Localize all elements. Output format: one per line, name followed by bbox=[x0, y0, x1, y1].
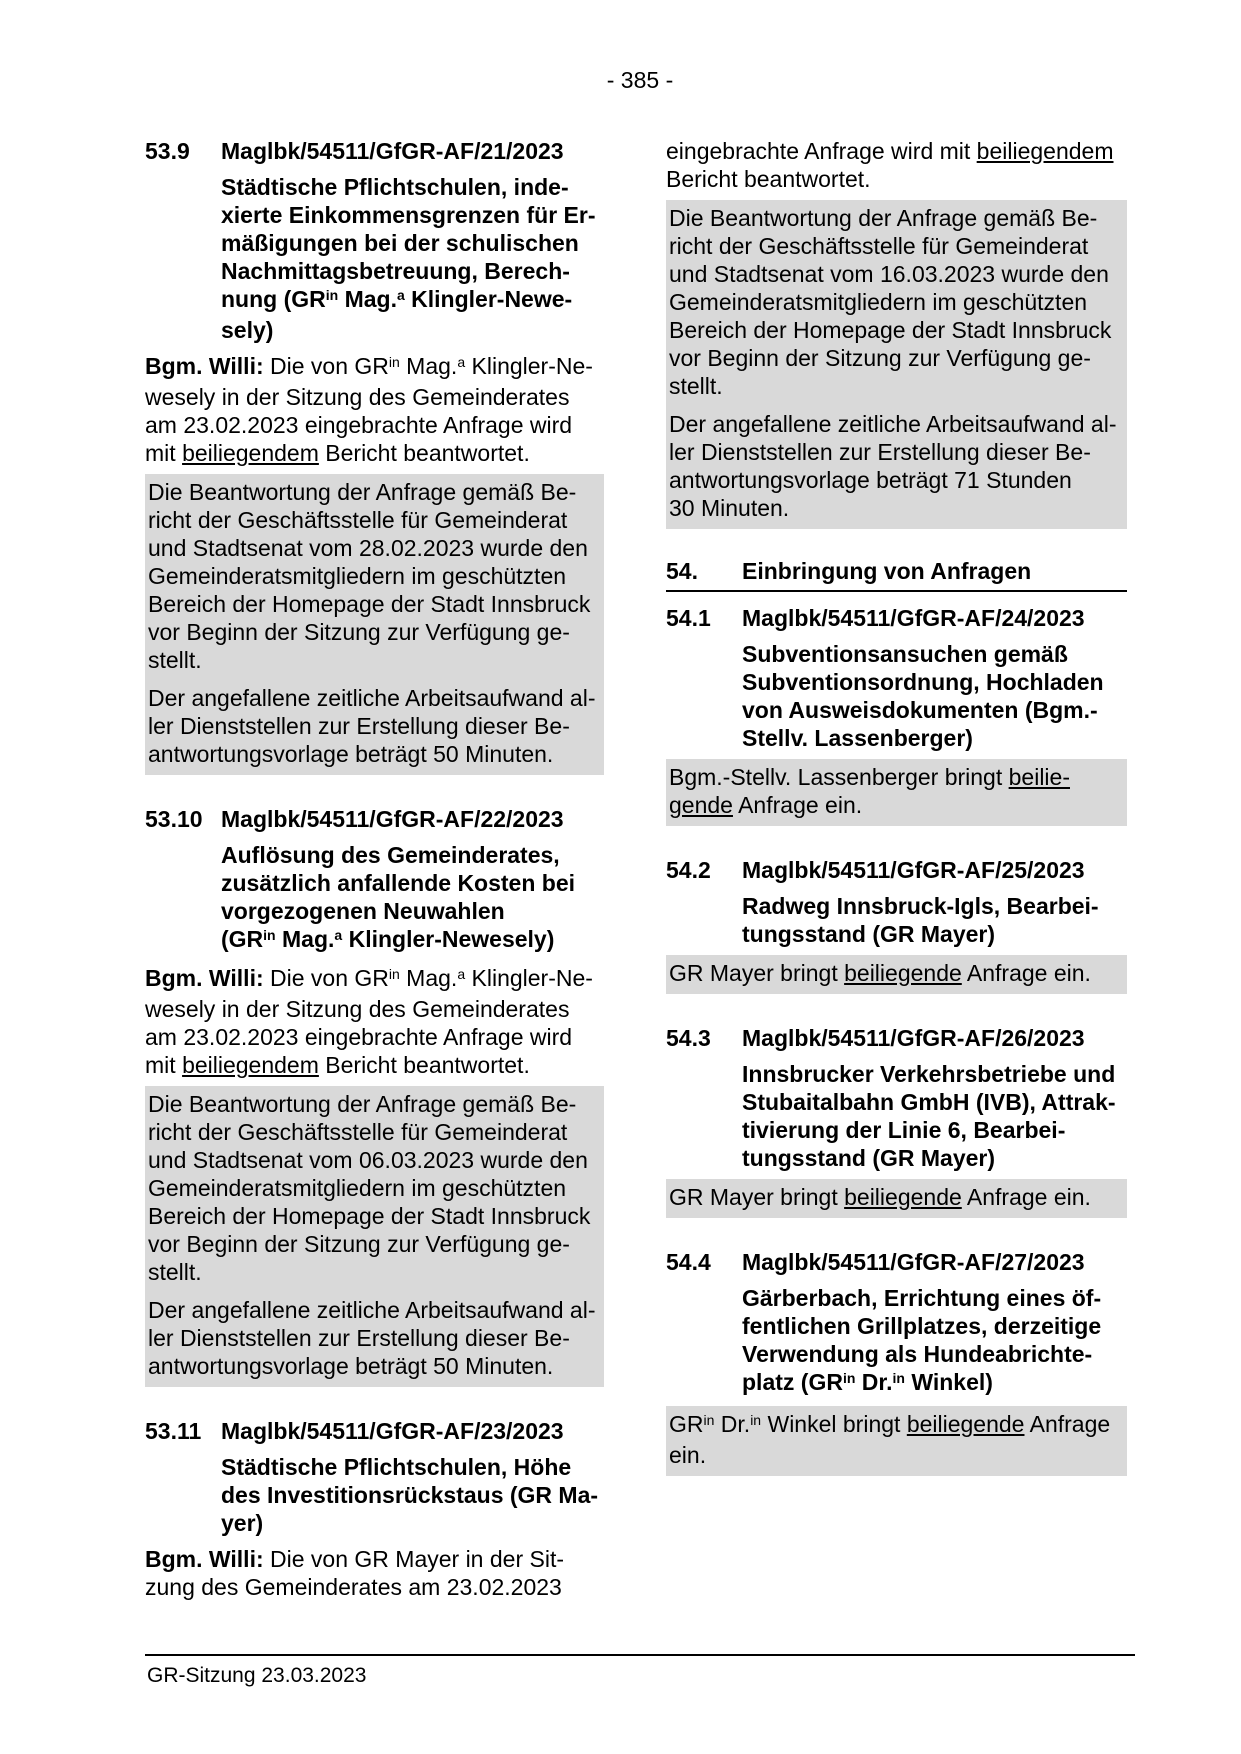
text-run: stellt. bbox=[148, 1259, 202, 1285]
agenda-item-header bbox=[666, 856, 1127, 884]
text-run: Bereich der Homepage der Stadt Innsbruck bbox=[669, 317, 1112, 343]
answer-paragraph bbox=[669, 410, 1123, 522]
item-number: 54.4 bbox=[666, 1249, 711, 1275]
text-run: eingebrachte Anfrage wird mit bbox=[666, 138, 977, 164]
agenda-item-header bbox=[145, 805, 604, 833]
item-title bbox=[221, 1453, 604, 1537]
text-run: Anfrage ein. bbox=[961, 960, 1091, 986]
text-run: Der angefallene zeitliche Arbeitsaufwand al- bbox=[669, 411, 1117, 437]
text-run: Mag. bbox=[399, 353, 458, 379]
section-title: Einbringung von Anfragen bbox=[742, 558, 1032, 584]
item-title bbox=[742, 640, 1127, 752]
answer-paragraph bbox=[669, 1410, 1123, 1469]
text-run: am 23.02.2023 eingebrachte Anfrage wird bbox=[145, 412, 573, 438]
attachment-link[interactable]: beiliegende bbox=[844, 1184, 962, 1210]
answer-paragraph bbox=[669, 763, 1123, 819]
attachment-link[interactable]: beiliegende bbox=[844, 960, 962, 986]
text-run: yer) bbox=[221, 1510, 264, 1536]
superscript-text: in bbox=[750, 1412, 762, 1428]
item-reference: Maglbk/54511/GfGR-AF/24/2023 bbox=[742, 605, 1085, 631]
text-run: Bgm. Willi: bbox=[145, 1546, 264, 1572]
answer-highlight-block bbox=[666, 1406, 1127, 1476]
text-run: Gärberbach, Errichtung eines öf- bbox=[742, 1285, 1102, 1311]
answer-paragraph bbox=[669, 959, 1123, 987]
text-run: tivierung der Linie 6, Bearbei- bbox=[742, 1117, 1066, 1143]
text-run: mit bbox=[145, 440, 183, 466]
answer-paragraph bbox=[148, 684, 600, 768]
text-run: Anfrage ein. bbox=[732, 792, 863, 818]
superscript-text: a bbox=[396, 287, 405, 303]
answer-paragraph bbox=[148, 1296, 600, 1380]
text-run: Radweg Innsbruck-Igls, Bearbei- bbox=[742, 893, 1099, 919]
text-run: ler Dienststellen zur Erstellung dieser Be- bbox=[148, 713, 570, 739]
agenda-item-header bbox=[145, 137, 604, 165]
superscript-text: a bbox=[457, 354, 466, 370]
answer-highlight-block bbox=[145, 1086, 604, 1387]
item-title bbox=[221, 841, 604, 956]
text-run: Anfrage ein. bbox=[961, 1184, 1091, 1210]
item-number: 53.10 bbox=[145, 806, 203, 832]
item-reference: Maglbk/54511/GfGR-AF/22/2023 bbox=[221, 806, 564, 832]
item-reference: Maglbk/54511/GfGR-AF/26/2023 bbox=[742, 1025, 1085, 1051]
superscript-text: in bbox=[325, 287, 339, 303]
text-run: Dr. bbox=[714, 1411, 751, 1437]
superscript-text: in bbox=[388, 354, 400, 370]
footer-divider bbox=[145, 1654, 1135, 1656]
text-run: tungsstand (GR Mayer) bbox=[742, 921, 996, 947]
text-run: Nachmittagsbetreuung, Berech- bbox=[221, 258, 570, 284]
text-run: Klingler-Ne- bbox=[465, 353, 593, 379]
superscript-text: in bbox=[263, 927, 276, 943]
item-reference: Maglbk/54511/GfGR-AF/23/2023 bbox=[221, 1418, 564, 1444]
answer-paragraph bbox=[148, 478, 600, 674]
answer-highlight-block bbox=[666, 1179, 1127, 1218]
item-title bbox=[742, 892, 1127, 948]
text-run: Bgm. Willi: bbox=[145, 353, 264, 379]
text-run: stellt. bbox=[669, 373, 723, 399]
agenda-item-header bbox=[666, 1024, 1127, 1052]
text-run: Klingler-Newe- bbox=[404, 286, 573, 312]
body-paragraph bbox=[145, 352, 604, 467]
item-reference: Maglbk/54511/GfGR-AF/25/2023 bbox=[742, 857, 1085, 883]
text-run: Stubaitalbahn GmbH (IVB), Attrak- bbox=[742, 1089, 1116, 1115]
text-run: Anfrage bbox=[1024, 1411, 1111, 1437]
answer-paragraph bbox=[669, 204, 1123, 400]
text-run: und Stadtsenat vom 16.03.2023 wurde den bbox=[669, 261, 1109, 287]
text-run: am 23.02.2023 eingebrachte Anfrage wird bbox=[145, 1024, 573, 1050]
superscript-text: in bbox=[892, 1370, 905, 1386]
item-number: 53.11 bbox=[145, 1418, 202, 1444]
body-paragraph bbox=[145, 964, 604, 1079]
text-run: ein. bbox=[669, 1442, 707, 1468]
superscript-text: in bbox=[388, 966, 400, 982]
agenda-item-header bbox=[666, 604, 1127, 632]
answer-highlight-block bbox=[666, 955, 1127, 994]
text-run: vor Beginn der Sitzung zur Verfügung ge- bbox=[669, 345, 1091, 371]
answer-highlight-block bbox=[145, 474, 604, 775]
text-run: und Stadtsenat vom 28.02.2023 wurde den bbox=[148, 535, 588, 561]
item-number: 54.1 bbox=[666, 605, 711, 631]
superscript-text: a bbox=[334, 927, 343, 943]
item-reference: Maglbk/54511/GfGR-AF/27/2023 bbox=[742, 1249, 1085, 1275]
text-run: sely) bbox=[221, 317, 274, 343]
text-run: wesely in der Sitzung des Gemeinderates bbox=[145, 384, 570, 410]
text-run: und Stadtsenat vom 06.03.2023 wurde den bbox=[148, 1147, 588, 1173]
text-run: Die von GR bbox=[263, 353, 389, 379]
superscript-text: in bbox=[842, 1370, 856, 1386]
text-run: Dr. bbox=[855, 1369, 893, 1395]
text-run: Gemeinderatsmitgliedern im geschützten bbox=[669, 289, 1088, 315]
agenda-item-header bbox=[666, 1248, 1127, 1276]
text-run: mit bbox=[145, 1052, 183, 1078]
text-run: 30 Minuten. bbox=[669, 495, 790, 521]
text-run: GR Mayer bringt bbox=[669, 960, 845, 986]
text-run: Bericht beantwortet. bbox=[318, 440, 530, 466]
text-run: Mag. bbox=[338, 286, 397, 312]
superscript-text: a bbox=[457, 966, 466, 982]
text-run: zusätzlich anfallende Kosten bei bbox=[221, 870, 576, 896]
attachment-link[interactable]: beiliegendem bbox=[976, 138, 1114, 164]
item-title bbox=[742, 1060, 1127, 1172]
answer-paragraph bbox=[669, 1183, 1123, 1211]
text-run: Bericht beantwortet. bbox=[666, 166, 871, 192]
answer-paragraph bbox=[148, 1090, 600, 1286]
item-number: 54.3 bbox=[666, 1025, 711, 1051]
item-reference: Maglbk/54511/GfGR-AF/21/2023 bbox=[221, 138, 564, 164]
text-run: Städtische Pflichtschulen, inde- bbox=[221, 174, 569, 200]
text-run: ler Dienststellen zur Erstellung dieser Be- bbox=[669, 439, 1091, 465]
text-run: fentlichen Grillplatzes, derzeitige bbox=[742, 1313, 1102, 1339]
body-paragraph bbox=[666, 137, 1127, 193]
right-column bbox=[666, 137, 1127, 1476]
text-run: antwortungsvorlage beträgt 50 Minuten. bbox=[148, 1353, 554, 1379]
text-run: Mag. bbox=[399, 965, 458, 991]
text-run: Die von GR bbox=[263, 965, 389, 991]
text-run: Stellv. Lassenberger) bbox=[742, 725, 973, 751]
page-number: - 385 - bbox=[606, 67, 674, 93]
text-run: Der angefallene zeitliche Arbeitsaufwand al- bbox=[148, 685, 596, 711]
text-run: von Ausweisdokumenten (Bgm.- bbox=[742, 697, 1098, 723]
text-run: Winkel) bbox=[904, 1369, 993, 1395]
text-run: antwortungsvorlage beträgt 71 Stunden bbox=[669, 467, 1072, 493]
section-header bbox=[666, 557, 1127, 592]
text-run: vor Beginn der Sitzung zur Verfügung ge- bbox=[148, 1231, 570, 1257]
text-run: richt der Geschäftsstelle für Gemeinderat bbox=[148, 1119, 568, 1145]
text-run: Die Beantwortung der Anfrage gemäß Be- bbox=[669, 205, 1098, 231]
item-number: 53.9 bbox=[145, 138, 190, 164]
text-run: richt der Geschäftsstelle für Gemeinderat bbox=[669, 233, 1089, 259]
answer-highlight-block bbox=[666, 200, 1127, 529]
attachment-link[interactable]: beiliegende bbox=[906, 1411, 1025, 1437]
body-paragraph bbox=[145, 1545, 604, 1601]
text-run: Klingler-Newesely) bbox=[342, 926, 555, 952]
text-run: Gemeinderatsmitgliedern im geschützten bbox=[148, 563, 567, 589]
text-run: Innsbrucker Verkehrsbetriebe und bbox=[742, 1061, 1116, 1087]
text-run: ler Dienststellen zur Erstellung dieser Be- bbox=[148, 1325, 570, 1351]
text-run: wesely in der Sitzung des Gemeinderates bbox=[145, 996, 570, 1022]
text-run: Auflösung des Gemeinderates, bbox=[221, 842, 560, 868]
text-run: Subventionsordnung, Hochladen bbox=[742, 669, 1104, 695]
text-run: vor Beginn der Sitzung zur Verfügung ge- bbox=[148, 619, 570, 645]
text-run: Die Beantwortung der Anfrage gemäß Be- bbox=[148, 479, 577, 505]
text-run: Winkel bringt bbox=[761, 1411, 907, 1437]
text-run: Subventionsansuchen gemäß bbox=[742, 641, 1068, 667]
item-number: 54. bbox=[666, 558, 698, 584]
text-run: xierte Einkommensgrenzen für Er- bbox=[221, 202, 596, 228]
text-run: Städtische Pflichtschulen, Höhe bbox=[221, 1454, 572, 1480]
text-run: nung (GR bbox=[221, 286, 326, 312]
text-run: mäßigungen bei der schulischen bbox=[221, 230, 579, 256]
text-run: Bgm.-Stellv. Lassenberger bringt bbox=[669, 764, 1009, 790]
answer-highlight-block bbox=[666, 759, 1127, 826]
text-run: Die von GR Mayer in der Sit- bbox=[263, 1546, 564, 1572]
text-run: Der angefallene zeitliche Arbeitsaufwand al- bbox=[148, 1297, 596, 1323]
text-run: Bereich der Homepage der Stadt Innsbruck bbox=[148, 1203, 591, 1229]
text-run: vorgezogenen Neuwahlen bbox=[221, 898, 505, 924]
text-run: zung des Gemeinderates am 23.02.2023 bbox=[145, 1574, 562, 1600]
footer-text: GR-Sitzung 23.03.2023 bbox=[147, 1664, 367, 1687]
superscript-text: in bbox=[703, 1412, 715, 1428]
text-run: Bericht beantwortet. bbox=[318, 1052, 530, 1078]
text-run: Gemeinderatsmitgliedern im geschützten bbox=[148, 1175, 567, 1201]
text-run: Die Beantwortung der Anfrage gemäß Be- bbox=[148, 1091, 577, 1117]
text-run: (GR bbox=[221, 926, 264, 952]
text-run: Verwendung als Hundeabrichte- bbox=[742, 1341, 1093, 1367]
text-run: antwortungsvorlage beträgt 50 Minuten. bbox=[148, 741, 554, 767]
attachment-link[interactable]: beilie- bbox=[1008, 764, 1070, 790]
left-column bbox=[145, 137, 604, 1601]
text-run: tungsstand (GR Mayer) bbox=[742, 1145, 996, 1171]
text-run: Klingler-Ne- bbox=[465, 965, 593, 991]
text-run: Bgm. Willi: bbox=[145, 965, 264, 991]
text-run: GR bbox=[669, 1411, 704, 1437]
attachment-link[interactable]: beiliegendem bbox=[182, 440, 319, 466]
text-run: stellt. bbox=[148, 647, 202, 673]
item-number: 54.2 bbox=[666, 857, 711, 883]
text-run: Bereich der Homepage der Stadt Innsbruck bbox=[148, 591, 591, 617]
attachment-link[interactable]: beiliegendem bbox=[182, 1052, 319, 1078]
attachment-link[interactable]: gende bbox=[669, 792, 733, 818]
item-title bbox=[221, 173, 604, 344]
text-run: Mag. bbox=[275, 926, 335, 952]
text-run: platz (GR bbox=[742, 1369, 843, 1395]
text-run: GR Mayer bringt bbox=[669, 1184, 845, 1210]
item-title bbox=[742, 1284, 1127, 1399]
text-run: richt der Geschäftsstelle für Gemeinderat bbox=[148, 507, 568, 533]
text-run: des Investitionsrückstaus (GR Ma- bbox=[221, 1482, 599, 1508]
agenda-item-header bbox=[145, 1417, 604, 1445]
